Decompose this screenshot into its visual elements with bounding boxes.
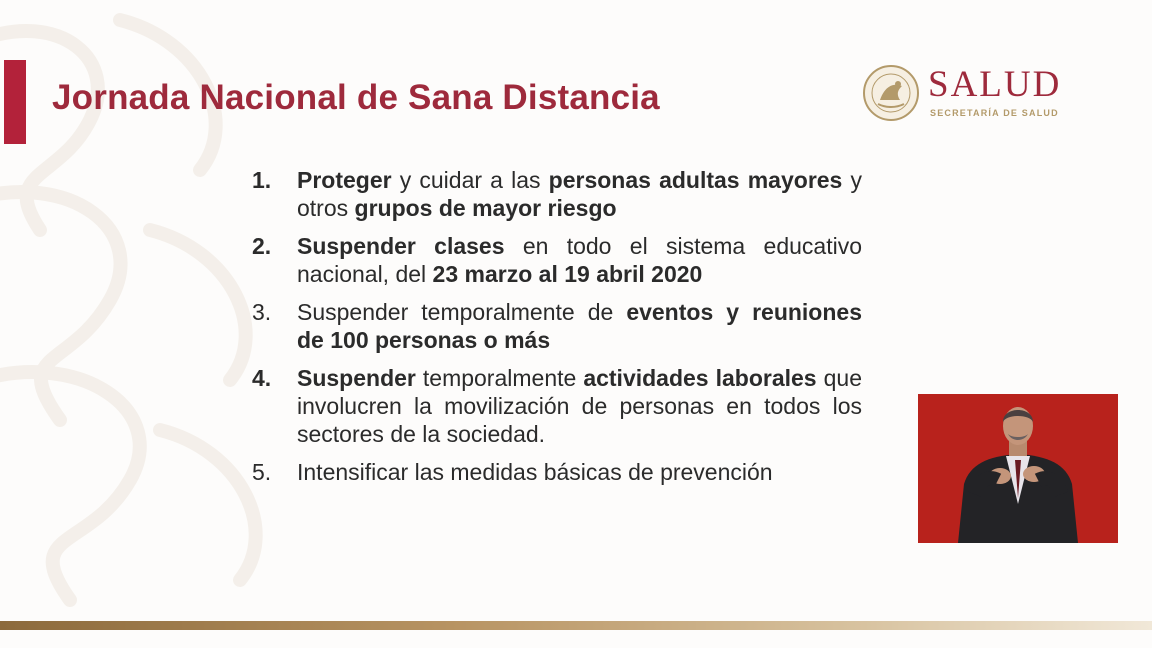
- measure-text-bold: actividades laborales: [583, 365, 817, 391]
- bottom-divider: [0, 621, 1152, 630]
- measure-text-regular: Suspender temporalmente de: [297, 299, 627, 325]
- measure-text-bold: grupos de mayor riesgo: [354, 195, 617, 221]
- measure-text-regular: Intensificar las medidas básicas de prevención: [297, 459, 773, 485]
- measure-number: 5.: [252, 459, 272, 485]
- measure-text-regular: temporalmente: [415, 365, 584, 391]
- measure-item: [252, 364, 862, 448]
- measure-text: [297, 364, 862, 448]
- measure-text-bold: personas adultas mayores: [548, 167, 843, 193]
- measure-text-regular: que involucren la movilización de personas en todos los sectores de la sociedad.: [297, 365, 862, 447]
- sign-language-interpreter-video: [918, 394, 1118, 543]
- measure-text-regular: en todo el sistema educativo nacional, del: [297, 233, 862, 287]
- measure-text-bold: eventos y reuniones de 100 personas o más: [297, 299, 862, 353]
- logo-wordmark: SALUD: [928, 64, 1062, 105]
- measure-text: [297, 232, 862, 288]
- measure-text: [297, 458, 862, 486]
- logo-subtitle: SECRETARÍA DE SALUD: [930, 108, 1059, 118]
- measure-number: 1.: [252, 167, 272, 193]
- measure-text: [297, 298, 862, 354]
- measure-text-bold: 23 marzo al 19 abril 2020: [432, 261, 703, 287]
- measure-item: [252, 232, 862, 288]
- title-accent-bar: [4, 60, 26, 144]
- measure-text-bold: Suspender clases: [297, 233, 505, 259]
- salud-logo: [858, 62, 1088, 126]
- measure-text-bold: Suspender: [297, 365, 416, 391]
- measure-text-bold: Proteger: [297, 167, 392, 193]
- measure-number: 3.: [252, 299, 272, 325]
- measure-text-regular: y cuidar a las: [391, 167, 549, 193]
- measure-text-regular: y otros: [297, 167, 863, 221]
- measure-item: [252, 166, 862, 222]
- measures-list: [252, 166, 862, 496]
- measure-text: [297, 166, 862, 222]
- measure-item: [252, 458, 862, 486]
- measure-item: [252, 298, 862, 354]
- measure-number: 2.: [252, 233, 272, 259]
- mexico-seal-icon: [862, 64, 920, 122]
- slide-title: Jornada Nacional de Sana Distancia: [52, 78, 660, 117]
- measure-number: 4.: [252, 365, 272, 391]
